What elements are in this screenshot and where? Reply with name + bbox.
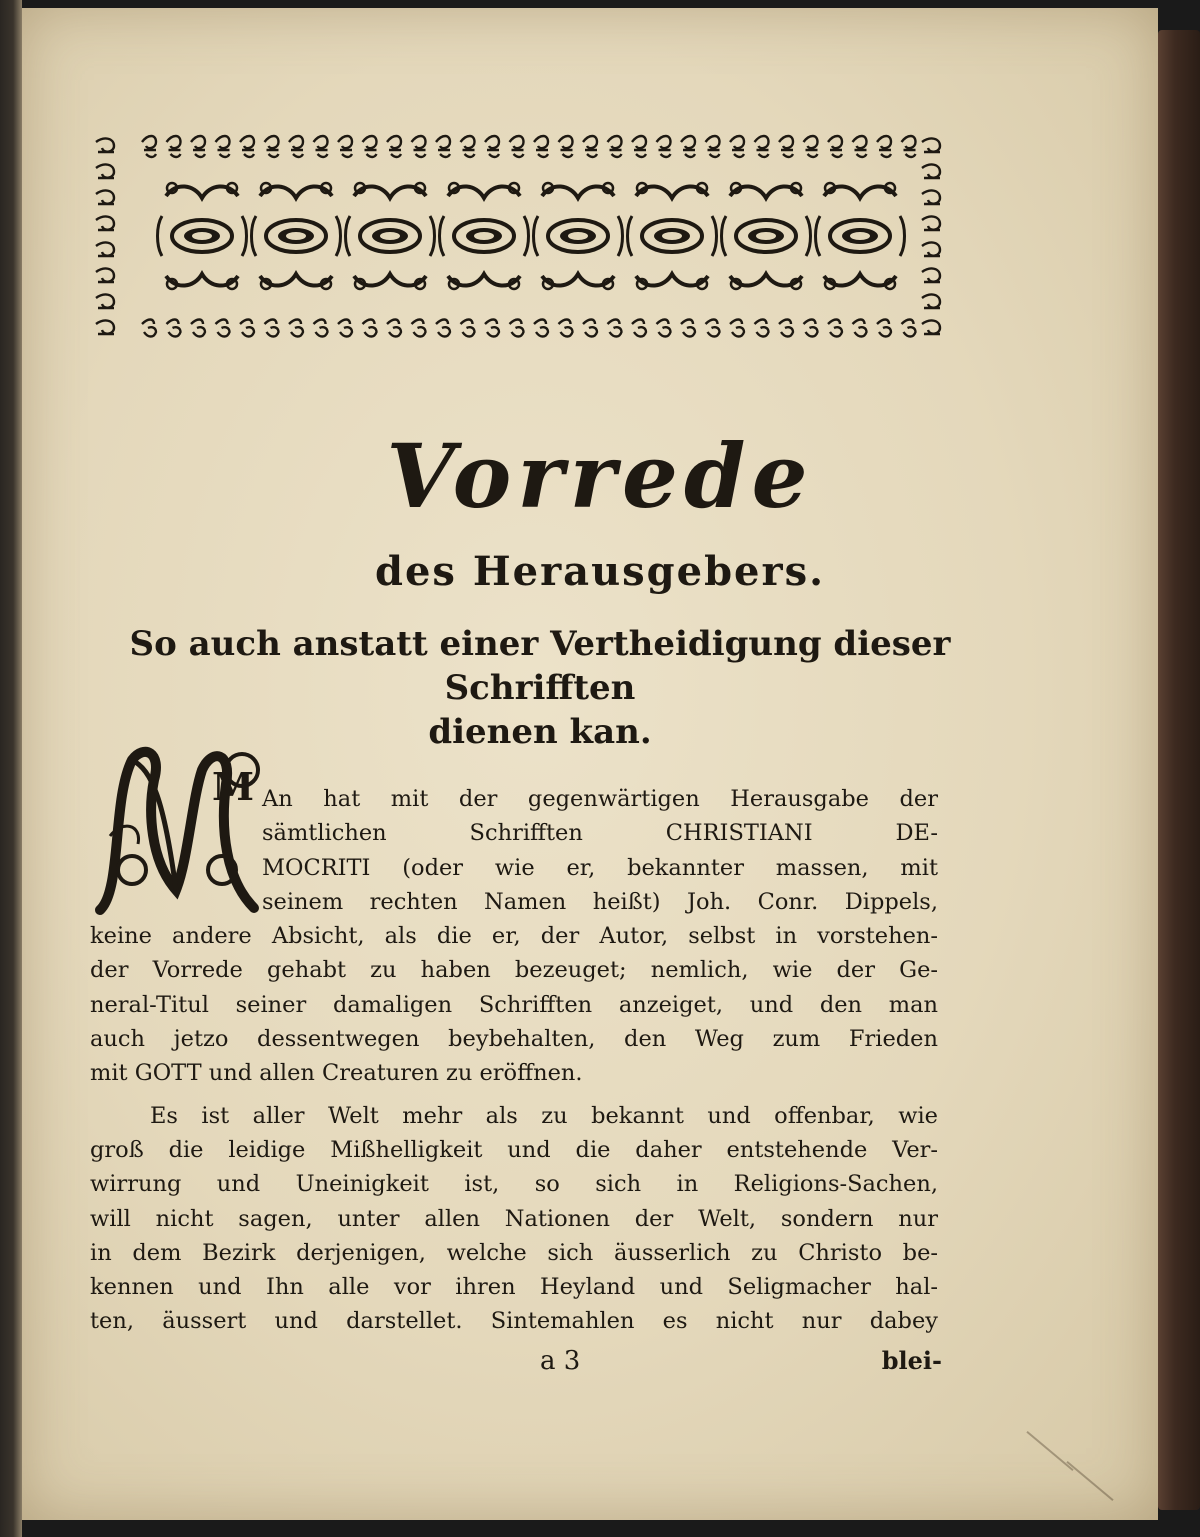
text-line: in dem Bezirk derjenigen, welche sich äusserlich zu Christo be- xyxy=(90,1239,938,1266)
text-line: keine andere Absicht, als die er, der Autor, selbst in vorstehen- xyxy=(90,923,938,950)
section-heading-line-2: dienen kan. xyxy=(428,712,652,752)
decorative-headpiece xyxy=(92,128,948,356)
headpiece-ornament xyxy=(816,183,905,289)
text-line: ten, äussert und darstellet. Sintemahlen es nicht nur dabey xyxy=(90,1308,938,1335)
text-line: mit GOTT und allen Creaturen zu eröffnen. xyxy=(90,1060,583,1087)
body-text xyxy=(90,782,938,1339)
headpiece-ornament xyxy=(440,183,529,289)
text-line: wirrung und Uneinigkeit ist, so sich in Religions-Sachen, xyxy=(90,1171,938,1198)
text-line: auch jetzo dessentwegen beybehalten, den Weg zum Frieden xyxy=(90,1026,938,1053)
text-line: seinem rechten Namen heißt) Joh. Conr. Dippels, xyxy=(262,888,938,915)
headpiece-ornament xyxy=(158,183,247,289)
headpiece-ornament xyxy=(346,183,435,289)
book-cover-edge xyxy=(1158,30,1200,1510)
text-line: sämtlichen Schrifften CHRISTIANI DE- xyxy=(262,820,938,847)
headpiece-ornament xyxy=(722,183,811,289)
headpiece-ornament xyxy=(252,183,341,289)
section-heading-line-1: So auch anstatt einer Vertheidigung dieser Schrifften xyxy=(129,624,951,708)
text-line: MOCRITI (oder wie er, bekannter massen, mit xyxy=(262,854,938,881)
text-line: der Vorrede gehabt zu haben bezeuget; nemlich, wie der Ge- xyxy=(90,957,938,984)
text-line: groß die leidige Mißhelligkeit und die daher entstehende Ver- xyxy=(90,1136,938,1163)
page-subtitle: des Herausgebers. xyxy=(374,548,826,595)
catchword: blei- xyxy=(881,1346,942,1375)
section-heading xyxy=(120,622,960,754)
text-line: kennen und Ihn alle vor ihren Heyland und Seligmacher hal- xyxy=(90,1274,938,1301)
text-line: An hat mit der gegenwärtigen Herausgabe der xyxy=(262,786,938,812)
headpiece-ornament xyxy=(628,183,717,289)
book-spine xyxy=(0,0,22,1537)
text-line: neral-Titul seiner damaligen Schrifften anzeiget, und den man xyxy=(90,991,938,1018)
headpiece-ornament xyxy=(534,183,623,289)
text-line: Es ist aller Welt mehr als zu bekannt und offenbar, wie xyxy=(150,1102,938,1129)
text-line: will nicht sagen, unter allen Nationen der Welt, sondern nur xyxy=(90,1205,938,1232)
drop-cap-letter: M xyxy=(212,764,255,809)
page-title: Vorrede xyxy=(386,424,814,528)
signature-mark: a 3 xyxy=(540,1346,581,1376)
